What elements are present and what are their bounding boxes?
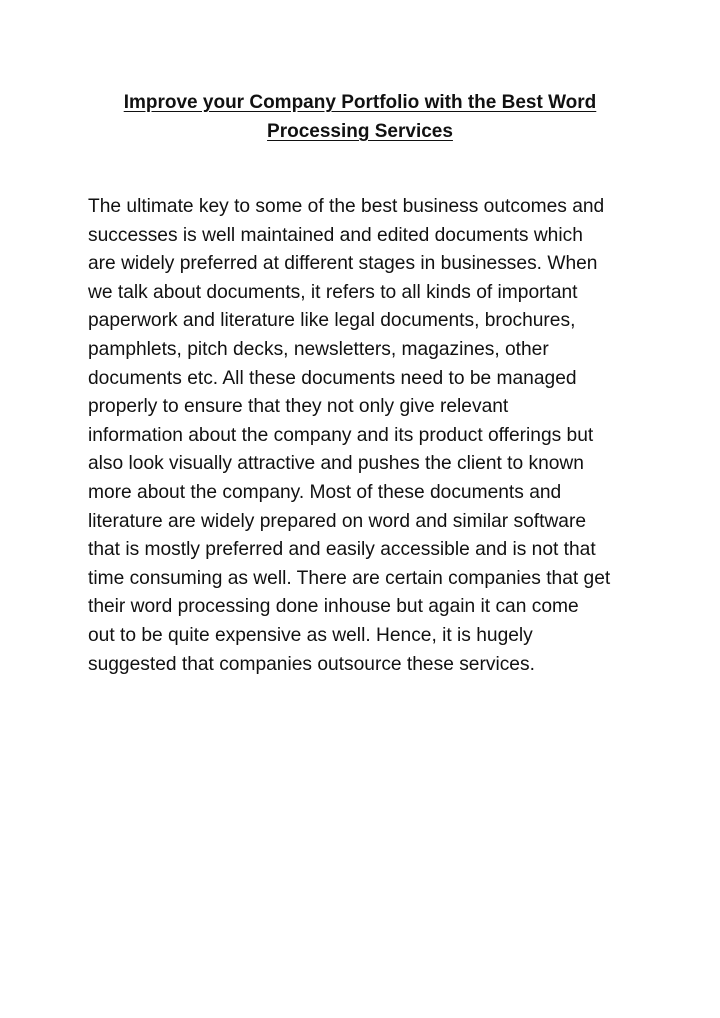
- body-line: The ultimate key to some of the best business outcomes and: [88, 196, 605, 217]
- body-line: out to be quite expensive as well. Hence, it is hugely: [88, 624, 533, 646]
- body-line: documents etc. All these documents need to be managed: [88, 367, 577, 389]
- body-line: also look visually attractive and pushes the client to known: [88, 453, 584, 475]
- title-line: Improve your Company Portfolio with the Best Word: [123, 92, 597, 113]
- body-line: are widely preferred at different stages in businesses. When: [88, 253, 598, 275]
- body-line: successes is well maintained and edited documents which: [88, 224, 583, 246]
- body-line: paperwork and literature like legal documents, brochures,: [88, 310, 576, 332]
- title-line: Processing Services: [267, 121, 453, 142]
- body-line: that is mostly preferred and easily accessible and is not that: [88, 539, 596, 561]
- body-line: properly to ensure that they not only give relevant: [88, 396, 509, 418]
- body-line: we talk about documents, it refers to all kinds of important: [88, 281, 578, 303]
- body-line: pamphlets, pitch decks, newsletters, magazines, other: [88, 338, 549, 360]
- body-line: their word processing done inhouse but again it can come: [88, 596, 579, 618]
- body-line: time consuming as well. There are certain companies that get: [88, 567, 611, 589]
- body-line: literature are widely prepared on word and similar software: [88, 510, 587, 532]
- document-title: [100, 88, 620, 146]
- body-line: information about the company and its product offerings but: [88, 424, 594, 446]
- body-line: suggested that companies outsource these services.: [88, 653, 535, 675]
- body-line: more about the company. Most of these documents and: [88, 481, 562, 503]
- body-paragraph: [88, 193, 648, 679]
